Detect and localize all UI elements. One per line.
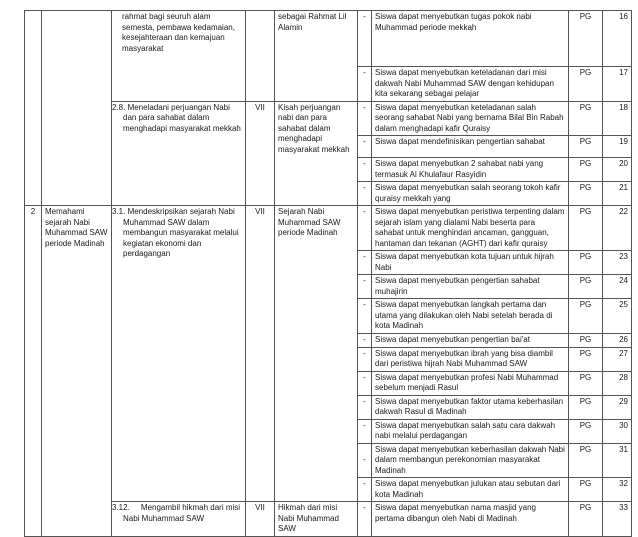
table-row <box>25 11 632 67</box>
materi-cell: Sejarah Nabi Muhammad SAW periode Madinah <box>275 206 358 502</box>
indikator-cell: Siswa dapat menyebutkan tugas pokok nabi Muhammad periode mekkah <box>372 11 569 67</box>
indikator-cell: Siswa dapat menyebutkan langkah pertama dan utama yang dilakukan oleh Nabi setelah berada di kota Madinah <box>372 299 569 334</box>
bentuk-soal-cell: PG <box>569 101 603 136</box>
nomor-soal-cell: 16 <box>603 11 632 67</box>
materi-cell: sebagai Rahmat Lil Alamin <box>275 11 358 102</box>
dash-cell: - <box>358 419 372 443</box>
nomor-soal-cell: 27 <box>603 347 632 371</box>
indikator-cell: Siswa dapat menyebutkan salah seorang tokoh kafir quraisy mekkah yang <box>372 182 569 206</box>
indikator-cell: Siswa dapat menyebutkan peristiwa terpenting dalam sejarah islam yang dialami Nabi beserta para sahabat untuk menghindari ancaman, gangguan, hantaman dan tekanan (AGHT) dari kafir quraisy <box>372 206 569 251</box>
bentuk-soal-cell: PG <box>569 478 603 502</box>
indikator-cell: Siswa dapat menyebutkan salah satu cara dakwah nabi melalui perdagangan <box>372 419 569 443</box>
table-row <box>25 206 632 251</box>
indikator-cell: Siswa dapat menyebutkan julukan atau sebutan dari kota Madinah <box>372 478 569 502</box>
indikator-cell: Siswa dapat menyebutkan faktor utama keberhasilan dakwah Rasul di Madinah <box>372 395 569 419</box>
materi-cell: Kisah perjuangan nabi dan para sahabat dalam menghadapi masyarakat mekkah <box>275 101 358 206</box>
indikator-cell: Siswa dapat menyebutkan ibrah yang bisa diambil dari peristiwa hijrah Nabi Muhammad SAW <box>372 347 569 371</box>
nomor-soal-cell: 19 <box>603 136 632 158</box>
bentuk-soal-cell: PG <box>569 419 603 443</box>
bentuk-soal-cell: PG <box>569 347 603 371</box>
bentuk-soal-cell: PG <box>569 136 603 158</box>
nomor-soal-cell: 31 <box>603 443 632 478</box>
indikator-cell: Siswa dapat menyebutkan kota tujuan untuk hijrah Nabi <box>372 251 569 275</box>
nomor-cell <box>25 11 42 206</box>
indikator-cell: Siswa dapat menyebutkan keberhasilan dakwah Nabi dalam membangun perekonomian masyarakat Madinah <box>372 443 569 478</box>
bentuk-soal-cell: PG <box>569 299 603 334</box>
nomor-soal-cell: 21 <box>603 182 632 206</box>
nomor-soal-cell: 30 <box>603 419 632 443</box>
kd-cell: 3.1. Mendeskripsikan sejarah Nabi Muhammad SAW dalam membangun masyarakat melalui kegiatan ekonomi dan perdagangan <box>112 206 246 502</box>
nomor-soal-cell: 29 <box>603 395 632 419</box>
dash-cell: - <box>358 502 372 537</box>
bentuk-soal-cell: PG <box>569 251 603 275</box>
dash-cell: - <box>358 478 372 502</box>
indikator-cell: Siswa dapat menyebutkan pengertian sahabat muhajirin <box>372 275 569 299</box>
nomor-soal-cell: 32 <box>603 478 632 502</box>
bentuk-soal-cell: PG <box>569 371 603 395</box>
dash-cell: - <box>358 299 372 334</box>
indikator-cell: Siswa dapat menyebutkan pengertian bai'at <box>372 333 569 347</box>
dash-cell: - <box>358 206 372 251</box>
kelas-cell: VII <box>246 502 275 537</box>
kelas-cell: VII <box>246 101 275 206</box>
dash-cell: - <box>358 443 372 478</box>
indikator-cell: Siswa dapat menyebutkan keteladanan dari misi dakwah Nabi Muhammad SAW dengan kehidupan kita sekarang sebagai pelajar <box>372 67 569 102</box>
sk-cell <box>42 11 112 206</box>
dash-cell: - <box>358 371 372 395</box>
dash-cell: - <box>358 395 372 419</box>
nomor-soal-cell: 26 <box>603 333 632 347</box>
bentuk-soal-cell: PG <box>569 206 603 251</box>
bentuk-soal-cell: PG <box>569 443 603 478</box>
nomor-soal-cell: 24 <box>603 275 632 299</box>
dash-cell: - <box>358 101 372 136</box>
materi-cell: Hikmah dari misi Nabi Muhammad SAW <box>275 502 358 537</box>
indikator-cell: Siswa dapat menyebutkan profesi Nabi Muhammad sebelum menjadi Rasul <box>372 371 569 395</box>
nomor-soal-cell: 25 <box>603 299 632 334</box>
kd-cell: 3.12. Mengambil hikmah dari misi Nabi Muhammad SAW <box>112 502 246 537</box>
kisi-kisi-table <box>24 10 632 537</box>
dash-cell: - <box>358 158 372 182</box>
nomor-soal-cell: 18 <box>603 101 632 136</box>
indikator-cell: Siswa dapat menyebutkan nama masjid yang pertama dibangun oleh Nabi di Madinah <box>372 502 569 537</box>
kd-cell: 2.8. Meneladani perjuangan Nabi dan para sahabat dalam menghadapi masyarakat mekkah <box>112 101 246 206</box>
bentuk-soal-cell: PG <box>569 182 603 206</box>
bentuk-soal-cell: PG <box>569 67 603 102</box>
nomor-soal-cell: 23 <box>603 251 632 275</box>
dash-cell: - <box>358 182 372 206</box>
dash-cell: - <box>358 11 372 67</box>
indikator-cell: Siswa dapat menyebutkan 2 sahabat nabi yang termasuk Al Khulafaur Rasyidin <box>372 158 569 182</box>
kd-cell: rahmat bagi seuruh alam semesta, pembawa kedamaian, kesejahteraan dan kemajuan masyarakat <box>112 11 246 102</box>
dash-cell: - <box>358 333 372 347</box>
table-row <box>25 502 632 537</box>
kelas-cell: VII <box>246 206 275 502</box>
sk-cell: Memahami sejarah Nabi Muhammad SAW periode Madinah <box>42 206 112 537</box>
bentuk-soal-cell: PG <box>569 502 603 537</box>
kelas-cell <box>246 11 275 102</box>
nomor-soal-cell: 28 <box>603 371 632 395</box>
bentuk-soal-cell: PG <box>569 275 603 299</box>
nomor-soal-cell: 17 <box>603 67 632 102</box>
dash-cell: - <box>358 136 372 158</box>
dash-cell: - <box>358 67 372 102</box>
nomor-cell: 2 <box>25 206 42 537</box>
dash-cell: - <box>358 251 372 275</box>
indikator-cell: Siswa dapat menyebutkan keteladanan salah seorang sahabat Nabi yang bernama Bilal Bin Rabah dalam menghadapi kafir Quraisy <box>372 101 569 136</box>
nomor-soal-cell: 20 <box>603 158 632 182</box>
dash-cell: - <box>358 347 372 371</box>
bentuk-soal-cell: PG <box>569 395 603 419</box>
bentuk-soal-cell: PG <box>569 11 603 67</box>
bentuk-soal-cell: PG <box>569 333 603 347</box>
indikator-cell: Siswa dapat mendefinisikan pengertian sahabat <box>372 136 569 158</box>
nomor-soal-cell: 22 <box>603 206 632 251</box>
table-row <box>25 101 632 136</box>
nomor-soal-cell: 33 <box>603 502 632 537</box>
dash-cell: - <box>358 275 372 299</box>
bentuk-soal-cell: PG <box>569 158 603 182</box>
